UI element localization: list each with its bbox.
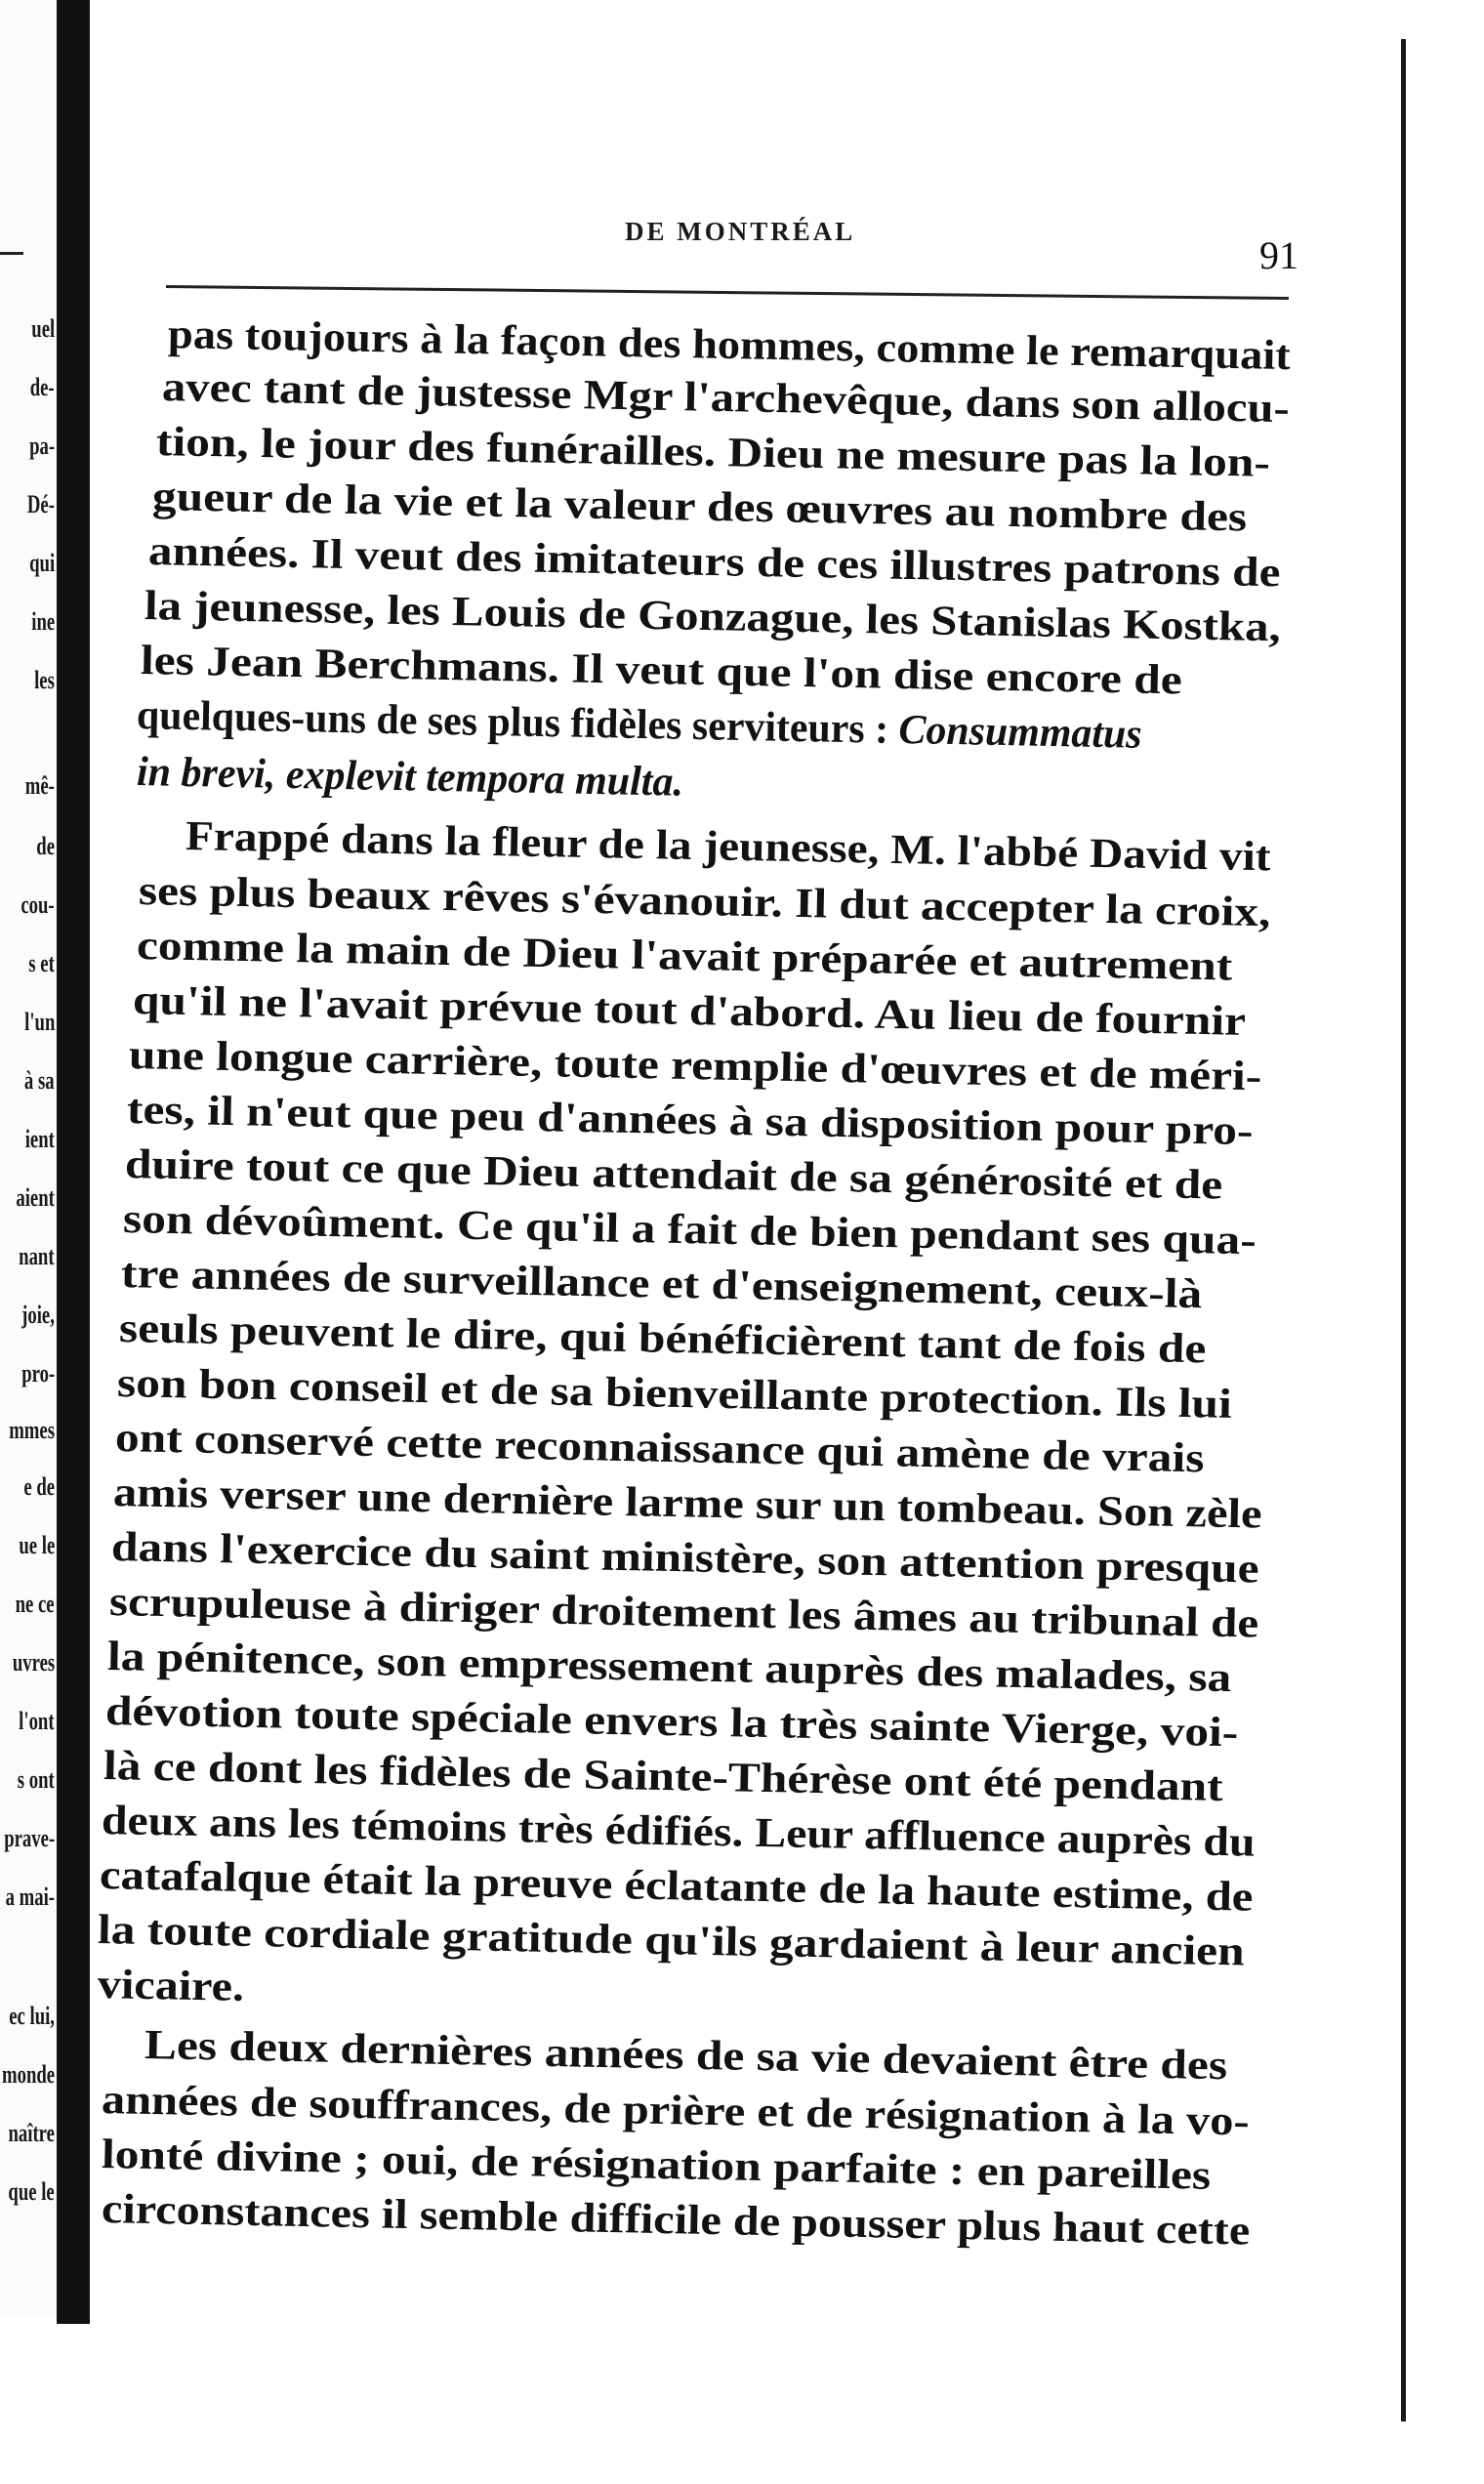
facing-page-fragment: ne ce <box>15 1590 55 1618</box>
latin-quote: Consummatus <box>898 706 1143 758</box>
facing-page-fragment: mmes <box>9 1416 55 1444</box>
text-line: la toute cordiale gratitude qu'ils gardaient à leur ancien <box>97 1907 1246 1975</box>
facing-page-fragment: de- <box>30 373 55 401</box>
facing-page-fragment: ue le <box>19 1531 55 1559</box>
facing-page-fragment: à sa <box>24 1066 55 1095</box>
text-line: son bon conseil et de sa bienveillante protection. Ils lui <box>116 1360 1233 1428</box>
text-line-with-quote <box>137 691 1143 759</box>
text-line: pas toujours à la façon des hommes, comme le remarquait <box>167 311 1292 380</box>
facing-page-fragment: joie, <box>21 1301 55 1329</box>
latin-quote-line <box>137 748 684 807</box>
page-number: 91 <box>1259 233 1298 277</box>
latin-quote: in brevi, explevit tempora multa. <box>136 749 684 806</box>
text-line: seuls peuvent le dire, qui bénéficièrent tant de fois de <box>118 1305 1207 1373</box>
text-line: les Jean Berchmans. Il veut que l'on dise encore de <box>140 638 1183 704</box>
facing-page-fragment: s ont <box>18 1765 55 1794</box>
facing-page-fragment: ec lui, <box>9 2002 55 2030</box>
text-line: circonstances il semble difficile de pousser plus haut cette <box>101 2186 1251 2255</box>
facing-page-fragment: e de <box>23 1472 55 1501</box>
text-line: une longue carrière, toute remplie d'œuvres et de méri- <box>128 1032 1262 1100</box>
text-line: vicaire. <box>97 1962 245 2010</box>
text-line: ses plus beaux rêves s'évanouir. Il dut accepter la croix, <box>138 868 1271 936</box>
text-line: dévotion toute spéciale envers la très sainte Vierge, voi- <box>104 1688 1239 1757</box>
text-line: catafalque était la preuve éclatante de la haute estime, de <box>99 1852 1254 1921</box>
text-line: années de souffrances, de prière et de résignation à la vo- <box>101 2077 1251 2145</box>
text-line: dans l'exercice du saint ministère, son attention presque <box>110 1524 1260 1593</box>
text-line: tre années de surveillance et d'enseignement, ceux-là <box>120 1251 1203 1318</box>
text-line: gueur de la vie et la valeur des œuvres au nombre des <box>151 474 1248 541</box>
text-line: comme la main de Dieu l'avait préparée et autrement <box>136 923 1233 990</box>
facing-page-fragment: aient <box>16 1183 55 1212</box>
text-line: années. Il veut des imitateurs de ces illustres patrons de <box>147 528 1281 597</box>
facing-page-fragment: qui <box>28 549 55 577</box>
facing-page-fragment: monde <box>1 2060 55 2089</box>
text-line: tion, le jour des funérailles. Dieu ne mesure pas la lon- <box>155 419 1271 486</box>
facing-page-fragment: pro- <box>21 1359 55 1387</box>
facing-page-fragment: les <box>34 666 55 694</box>
facing-page-fragment: a mai- <box>5 1883 55 1911</box>
text-line: lonté divine ; oui, de résignation parfaite : en pareilles <box>101 2132 1212 2199</box>
running-title: DE MONTRÉAL <box>625 217 856 246</box>
facing-page-fragment: l'ont <box>19 1707 55 1735</box>
text-line: la jeunesse, les Louis de Gonzague, les Stanislas Kostka, <box>144 583 1282 651</box>
text-line: duire tout ce que Dieu attendait de sa générosité et de <box>124 1141 1223 1209</box>
facing-page-fragment: Dé- <box>26 490 55 518</box>
facing-page-fragment: nant <box>19 1242 55 1270</box>
right-margin <box>1406 0 1484 2484</box>
text-line: son dévoûment. Ce qu'il a fait de bien pendant ses qua- <box>122 1196 1257 1264</box>
facing-page-fragment: de <box>36 832 55 860</box>
text-line: Frappé dans la fleur de la jeunesse, M. l'abbé David vit <box>185 813 1271 881</box>
text-line: Les deux dernières années de sa vie devaient être des <box>144 2022 1228 2090</box>
facing-page-fragment: ient <box>24 1125 55 1153</box>
facing-page-fragment: pa- <box>28 432 55 460</box>
text-line: qu'il ne l'avait prévue tout d'abord. Au lieu de fournir <box>132 977 1247 1045</box>
facing-page-fragment: uel <box>31 314 55 343</box>
text-span: quelques-uns de ses plus fidèles serviteurs : <box>136 692 889 753</box>
facing-page-fragment: uvres <box>12 1648 55 1677</box>
text-line: tes, il n'eut que peu d'années à sa disposition pour pro- <box>126 1087 1254 1155</box>
facing-page-fragment: l'un <box>23 1008 55 1036</box>
text-line: la pénitence, son empressement auprès des malades, sa <box>106 1634 1232 1702</box>
text-line: scrupuleuse à diriger droitement les âmes au tribunal de <box>108 1579 1259 1647</box>
facing-page-fragment: que le <box>8 2177 55 2206</box>
facing-page-fragment: cou- <box>21 890 55 919</box>
text-line: là ce dont les fidèles de Sainte-Thérèse ont été pendant <box>103 1743 1224 1811</box>
facing-page-fragment: prave- <box>4 1824 55 1852</box>
facing-page-fragment: naître <box>8 2119 55 2147</box>
facing-page-fragment: mê- <box>24 771 55 800</box>
facing-page-fragment: ine <box>31 607 55 636</box>
text-line: ont conservé cette reconnaissance qui amène de vrais <box>114 1415 1205 1482</box>
text-line: deux ans les témoins très édifiés. Leur affluence auprès du <box>101 1798 1256 1866</box>
facing-page-fragment: s et <box>28 949 55 977</box>
text-line: amis verser une dernière larme sur un tombeau. Son zèle <box>112 1470 1263 1538</box>
text-line: avec tant de justesse Mgr l'archevêque, dans son allocu- <box>161 364 1291 433</box>
